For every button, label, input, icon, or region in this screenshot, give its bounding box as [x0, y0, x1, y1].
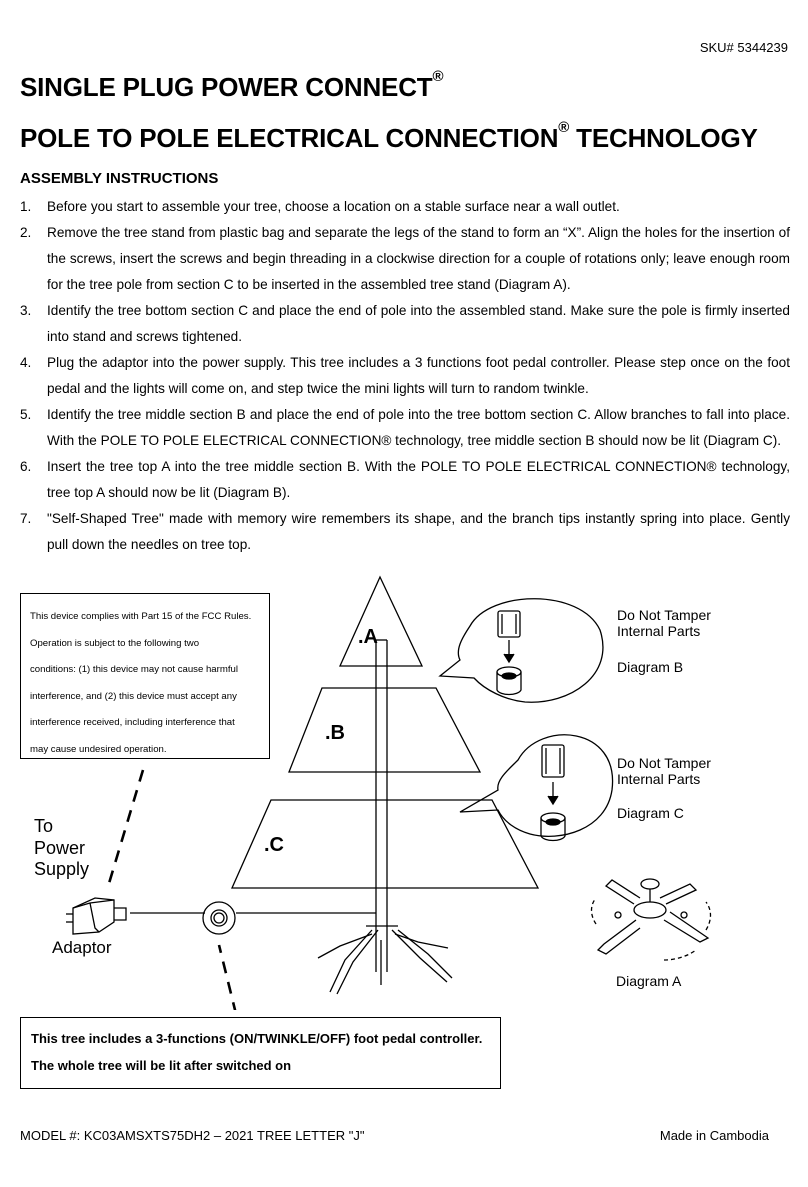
- section-a-label: .A: [358, 626, 378, 648]
- step-text: Identify the tree middle section B and place the end of pole into the tree bottom section C. Allow branches to fall into place. With the POLE TO POLE ELECTRICAL CONNECTION® technology, tree middle section B should now be lit (Diagram C).: [47, 407, 790, 448]
- step-text: Insert the tree top A into the tree middle section B. With the POLE TO POLE ELECTRICAL CONNECTION® technology, tree top A should now be lit (Diagram B).: [47, 459, 790, 500]
- step-item: [20, 194, 790, 220]
- sku-number: SKU# 5344239: [699, 40, 788, 55]
- foot-pedal-note-box: [20, 1017, 501, 1089]
- tree-section-a-shape: [340, 577, 422, 666]
- step-number: 6.: [20, 459, 32, 474]
- dashed-arrow-pedal: [219, 945, 236, 1010]
- assembly-heading: ASSEMBLY INSTRUCTIONS: [20, 170, 219, 187]
- step-item: [20, 402, 790, 454]
- dashed-arrow-fcc: [107, 770, 143, 890]
- step-item: [20, 506, 790, 558]
- step-number: 7.: [20, 511, 32, 526]
- connector-c-icon: [541, 745, 565, 841]
- tamper-b-line1: Do Not Tamper: [617, 607, 711, 623]
- tree-section-b-shape: [289, 688, 480, 772]
- fcc-line: Operation is subject to the following two: [30, 637, 200, 649]
- diagram-c-label: Diagram C: [617, 805, 684, 821]
- power-supply-label-line2: Power: [34, 838, 86, 858]
- fcc-line: interference, and (2) this device must accept any: [30, 690, 237, 702]
- pedal-note-line: This tree includes a 3-functions (ON/TWINKLE/OFF) foot pedal controller.: [31, 1031, 483, 1046]
- step-item: [20, 454, 790, 506]
- step-item: [20, 220, 790, 298]
- power-supply-label-line1: To: [34, 816, 54, 836]
- foot-pedal-outer: [203, 902, 235, 934]
- fcc-line: may cause undesired operation.: [30, 743, 167, 755]
- section-c-label: .C: [264, 834, 284, 856]
- section-b-label: .B: [325, 722, 345, 744]
- connector-b-icon: [497, 611, 521, 695]
- step-text: Identify the tree bottom section C and place the end of pole into the assembled stand. Make sure the pole is firmly inserted into stand and screws tightened.: [47, 303, 790, 344]
- pedal-note-line: The whole tree will be lit after switched on: [31, 1058, 292, 1073]
- diagram-b-label: Diagram B: [617, 659, 684, 675]
- diagram-a-label: Diagram A: [616, 973, 682, 989]
- step-number: 1.: [20, 199, 32, 214]
- step-text: Remove the tree stand from plastic bag and separate the legs of the stand to form an “X”. Align the holes for the insertion of the screws, insert the screws and begin threading in a clockwise direction for a couple of rotations only; leave enough room for the tree pole from section C to be inserted in the assembled tree stand (Diagram A).: [47, 225, 790, 292]
- tamper-b-line2: Internal Parts: [617, 623, 701, 639]
- made-in-label: Made in Cambodia: [659, 1128, 769, 1143]
- step-text: Before you start to assemble your tree, choose a location on a stable surface near a wall outlet.: [47, 199, 620, 214]
- step-number: 3.: [20, 303, 32, 318]
- step-text: Plug the adaptor into the power supply. This tree includes a 3 functions foot pedal controller. Please step once on the foot pedal and the lights will come on, and step twice the mini lights will turn to random twinkle.: [47, 355, 790, 396]
- title-single-plug-text: SINGLE PLUG POWER CONNECT: [20, 72, 433, 102]
- adaptor-icon: [66, 898, 126, 934]
- registered-mark: ®: [558, 119, 570, 136]
- step-number: 2.: [20, 225, 32, 240]
- fcc-line: interference received, including interference that: [30, 717, 235, 728]
- step-number: 4.: [20, 355, 32, 370]
- tree-stand: [318, 926, 452, 994]
- step-item: [20, 298, 790, 350]
- callout-c-bubble: [460, 735, 613, 837]
- tamper-c-line2: Internal Parts: [617, 771, 701, 787]
- step-text: "Self-Shaped Tree" made with memory wire remembers its shape, and the branch tips instantly spring into place. Gently pull down the needles on tree top.: [47, 511, 790, 552]
- title-pole-to-pole: [20, 119, 758, 154]
- model-number: MODEL #: KC03AMSXTS75DH2 – 2021 TREE LETTER "J": [20, 1128, 365, 1143]
- registered-mark: ®: [432, 68, 444, 85]
- fcc-compliance-box: [20, 593, 270, 759]
- title-technology-word: TECHNOLOGY: [569, 123, 758, 153]
- adaptor-label: Adaptor: [52, 938, 112, 957]
- step-item: [20, 350, 790, 402]
- assembly-steps: [20, 194, 790, 558]
- tamper-c-line1: Do Not Tamper: [617, 755, 711, 771]
- fcc-line: conditions: (1) this device may not cause harmful: [30, 664, 238, 675]
- title-single-plug: [20, 68, 444, 103]
- fcc-line: This device complies with Part 15 of the FCC Rules.: [30, 611, 252, 622]
- power-supply-label-line3: Supply: [34, 859, 90, 879]
- diagram-a-stand-icon: [592, 879, 711, 960]
- step-number: 5.: [20, 407, 32, 422]
- title-pole-to-pole-text: POLE TO POLE ELECTRICAL CONNECTION: [20, 123, 559, 153]
